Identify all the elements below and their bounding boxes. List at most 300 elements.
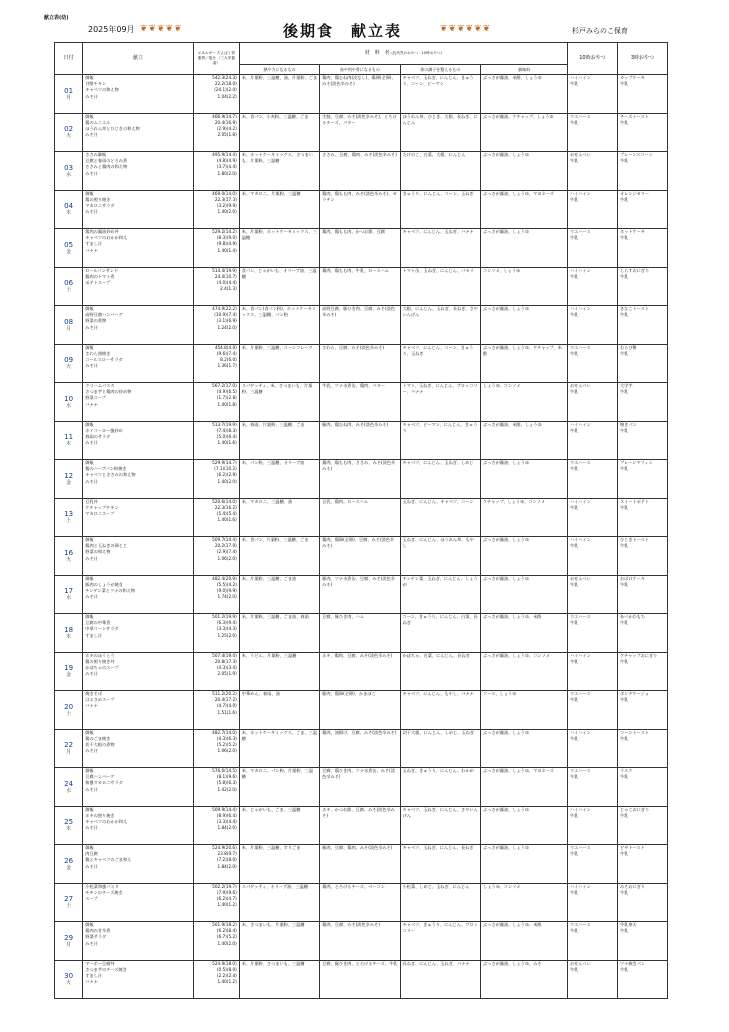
row-season: ぶっさが醤油、しょうゆ、ケチャップ、米酢 bbox=[481, 344, 568, 383]
row-menu bbox=[83, 768, 194, 807]
header-ingredients bbox=[239, 43, 567, 65]
header-snack3: 3時おやつ bbox=[617, 43, 667, 75]
cell-text: すまし汁 bbox=[85, 241, 103, 247]
cell-text: 春雨のサラダ bbox=[85, 433, 111, 439]
row-date bbox=[55, 575, 83, 614]
cell-text: わらび餅 bbox=[619, 344, 637, 350]
cell-text: みそ汁 bbox=[85, 825, 98, 831]
cell-text: みそ汁 bbox=[85, 209, 98, 215]
cell-text: 御飯 bbox=[85, 575, 94, 581]
cell-text: 514.4(19.9) bbox=[212, 267, 237, 273]
row-yellow: 豆腐、豚ひき肉、ハム bbox=[320, 614, 400, 653]
row-snack10 bbox=[567, 498, 617, 537]
cell-text: 牛乳 bbox=[619, 350, 629, 356]
row-season: ぶっさが醤油、しょうゆ、マヨネーズ bbox=[481, 190, 568, 229]
cell-text: (7.9)(9.6) bbox=[216, 889, 237, 895]
row-yellow: 鶏肉、鶏むね肉(皮なし)、鶏卵(全卵)、みそ(淡色辛みそ) bbox=[320, 75, 400, 114]
cell-text: 牛乳 bbox=[569, 158, 579, 164]
row-menu bbox=[83, 806, 194, 845]
cell-text: 牛乳 bbox=[619, 119, 629, 125]
cell-text: マカロニスープ bbox=[85, 510, 115, 516]
cell-text: 牛乳 bbox=[569, 389, 579, 395]
cell-text: 金 bbox=[66, 672, 72, 679]
cell-text: (6.2)(4.7) bbox=[216, 895, 237, 901]
row-date bbox=[55, 152, 83, 191]
cell-text: スイートポテト bbox=[619, 498, 650, 504]
cell-text: バナナ bbox=[85, 703, 98, 709]
cell-text: 金 bbox=[66, 864, 72, 871]
table-row bbox=[55, 614, 668, 653]
row-season: ぶっさが醤油、しょうゆ bbox=[481, 152, 568, 191]
cell-text: 25 bbox=[64, 818, 74, 827]
row-green: トマト、玉ねぎ、にんじん、ブロッコリー、バナナ bbox=[400, 383, 480, 422]
row-yellow: 豆腐、豚ひき肉、とろけるチーズ、牛乳 bbox=[320, 960, 400, 999]
row-yellow: 豚肉、鶏むね肉、みそ(淡色辛みそ) bbox=[320, 421, 400, 460]
row-nutrition bbox=[194, 614, 240, 653]
cell-text: はるさめスープ bbox=[85, 697, 115, 703]
cell-text: ハイハイン bbox=[569, 729, 591, 735]
cell-text: 豆腐の中華煮 bbox=[85, 620, 111, 626]
cell-text: さつま芋のチーズ焼き bbox=[85, 966, 127, 972]
cell-text: さわら照焼き bbox=[85, 350, 111, 356]
cell-text: バナナ bbox=[85, 401, 98, 407]
row-date bbox=[55, 113, 83, 152]
cell-text: (9.0)(9.9) bbox=[216, 587, 237, 593]
cell-text: (24.1)(2.0) bbox=[214, 87, 237, 93]
cell-text: ハイハイン bbox=[569, 883, 591, 889]
table-row bbox=[55, 537, 668, 576]
cell-text: 13 bbox=[64, 510, 74, 519]
cell-text: ハイハイン bbox=[569, 267, 591, 273]
cell-text: 542.3(24.3) bbox=[212, 75, 237, 80]
ingredients-label: 材 料 名 bbox=[364, 50, 390, 56]
row-green: ほうれん草、ひじき、大根、長ねぎ、にんじん bbox=[400, 113, 480, 152]
cell-text: ラスク bbox=[619, 768, 633, 773]
row-snack10 bbox=[567, 113, 617, 152]
cell-text: (6.2)(8.4) bbox=[216, 928, 237, 934]
cell-text: (1.7)(2.8) bbox=[216, 395, 237, 401]
cell-text: 牛乳 bbox=[619, 466, 629, 472]
cell-text: ウエハース bbox=[569, 922, 591, 927]
cell-text: 1.84(2.0) bbox=[217, 863, 237, 869]
row-green: 小松菜、しめじ、玉ねぎ、にんじん bbox=[400, 883, 480, 922]
cell-text: 御飯 bbox=[85, 537, 94, 542]
table-row bbox=[55, 152, 668, 191]
cell-text: ホキのほうとう bbox=[85, 652, 115, 658]
cell-text: 御飯 bbox=[85, 768, 94, 773]
row-red: 米、片栗粉、ホットケーキミックス、三温糖 bbox=[239, 229, 319, 268]
row-menu bbox=[83, 691, 194, 730]
row-nutrition bbox=[194, 883, 240, 922]
cell-text: 御飯 bbox=[85, 421, 94, 427]
row-snack3 bbox=[617, 652, 667, 691]
cell-text: 牛乳 bbox=[569, 312, 579, 318]
cell-text: 金 bbox=[66, 479, 72, 486]
cell-text: 22.3(17.3) bbox=[214, 196, 237, 202]
row-green: たけのこ、白菜、大根、にんじん bbox=[400, 152, 480, 191]
row-nutrition bbox=[194, 460, 240, 499]
row-snack3 bbox=[617, 806, 667, 845]
cell-text: (3.1)(6.9) bbox=[216, 318, 237, 324]
cell-text: (6.7)(5.2) bbox=[216, 934, 237, 940]
cell-text: 御飯 bbox=[85, 729, 94, 735]
row-date bbox=[55, 960, 83, 999]
cell-text: ハイハイン bbox=[569, 75, 591, 80]
cell-text: 牛乳 bbox=[619, 427, 629, 433]
cell-text: (5.2)(5.2) bbox=[216, 741, 237, 747]
cell-text: 1.40(2.0) bbox=[217, 209, 237, 215]
cell-text: おばけケーキ bbox=[619, 575, 646, 581]
row-red: 米、食パン、小麦粉、三温糖、ごま bbox=[239, 113, 319, 152]
cell-text: 513.7(19.9) bbox=[212, 421, 237, 427]
cell-text: ウエハース bbox=[569, 460, 591, 465]
table-row bbox=[55, 845, 668, 884]
table-row bbox=[55, 383, 668, 422]
cell-text: 御飯 bbox=[85, 344, 94, 350]
cell-text: 土 bbox=[66, 287, 72, 294]
row-season: ぶっさが醤油、しょうゆ bbox=[481, 537, 568, 576]
row-snack10 bbox=[567, 229, 617, 268]
row-yellow: ささみ、豆腐、鶏肉、みそ(淡色辛みそ) bbox=[320, 152, 400, 191]
cell-text: 大学芋 bbox=[619, 383, 633, 388]
cell-text: 22 bbox=[64, 741, 74, 750]
row-date bbox=[55, 652, 83, 691]
row-nutrition bbox=[194, 537, 240, 576]
cell-text: キャベツのおかか和え bbox=[85, 818, 128, 824]
row-snack10 bbox=[567, 383, 617, 422]
row-date bbox=[55, 267, 83, 306]
header-menu: 献立 bbox=[83, 43, 194, 75]
cell-text: (3.3)(4.3) bbox=[216, 626, 237, 632]
row-season: ぶっさが醤油、しょうゆ bbox=[481, 460, 568, 499]
cell-text: 月 bbox=[66, 941, 72, 948]
row-yellow: 豆腐、鶏ひき肉、ツナ水煮缶、みそ(淡色辛みそ) bbox=[320, 768, 400, 807]
row-snack10 bbox=[567, 344, 617, 383]
table-row bbox=[55, 460, 668, 499]
cell-text: (2.9)(4.2) bbox=[216, 125, 237, 131]
cell-text: 鶏の照り焼き丼 bbox=[85, 658, 115, 664]
cell-text: 1.40(1.2) bbox=[217, 902, 237, 908]
cell-text: 1.40(1.2) bbox=[217, 979, 237, 985]
cell-text: キャベツのおかか和え bbox=[85, 235, 128, 241]
cell-text: ポテトスープ bbox=[85, 279, 110, 285]
cell-text: 8.2(6.0) bbox=[220, 356, 237, 362]
cell-text: 御飯 bbox=[85, 806, 94, 812]
row-snack10 bbox=[567, 922, 617, 961]
row-snack10 bbox=[567, 190, 617, 229]
table-row bbox=[55, 575, 668, 614]
cell-text: バナナ bbox=[85, 247, 98, 253]
cell-text: (7.2)(8.0) bbox=[216, 857, 237, 863]
row-snack3 bbox=[617, 614, 667, 653]
row-menu bbox=[83, 498, 194, 537]
cell-text: 焼きパン bbox=[619, 421, 637, 427]
cell-text: 524.9(18.0) bbox=[212, 960, 237, 966]
row-green: きゅうり、にんじん、コーン、玉ねぎ bbox=[400, 190, 480, 229]
cell-text: 1.06(2.0) bbox=[217, 555, 237, 561]
header-energy: エネルギー たんぱく質 脂質／塩分 （三大栄養素） bbox=[194, 43, 240, 75]
cell-text: みそ汁 bbox=[85, 671, 98, 677]
cell-text: 牛乳 bbox=[569, 697, 579, 703]
row-red: 中華めん、春雨、油 bbox=[239, 691, 319, 730]
cell-text: じゃこおにぎり bbox=[619, 806, 650, 812]
cell-text: かぼちゃのスープ bbox=[85, 664, 119, 670]
cell-text: チキンのチーズ焼き bbox=[85, 889, 123, 895]
cell-text: 牛乳 bbox=[619, 273, 629, 279]
cell-text: 529.9(14.7) bbox=[212, 460, 237, 465]
cell-text: 10 bbox=[64, 394, 74, 403]
header-date: 日付 bbox=[55, 43, 83, 75]
cell-text: 20.4(17.2) bbox=[214, 697, 237, 703]
cell-text: (3.2)(9.9) bbox=[216, 202, 237, 208]
row-red: 米、片栗粉、三温糖、すりごま bbox=[239, 845, 319, 884]
cell-text: 鶏のごま焼き bbox=[85, 735, 111, 741]
cell-text: 小松菜和風パスタ bbox=[85, 883, 119, 889]
row-menu bbox=[83, 922, 194, 961]
cell-text: 月 bbox=[66, 94, 72, 101]
row-nutrition bbox=[194, 344, 240, 383]
row-date bbox=[55, 344, 83, 383]
cell-text: 牛乳 bbox=[569, 466, 579, 472]
row-yellow: 鶏肉、豆腐、みそ(淡色辛みそ) bbox=[320, 922, 400, 961]
cell-text: コールスローサラダ bbox=[85, 356, 123, 362]
cell-text: バナナ bbox=[85, 979, 98, 985]
cell-text: 529.2(14.2) bbox=[212, 229, 237, 234]
cell-text: 牛乳 bbox=[619, 966, 629, 972]
row-yellow: 豚肉、鶏卵(全卵)、かまぼこ bbox=[320, 691, 400, 730]
cell-text: 牛乳 bbox=[569, 273, 579, 279]
row-green: 玉ねぎ、にんじん、キャベツ、コーン bbox=[400, 498, 480, 537]
cell-text: 06 bbox=[64, 279, 74, 288]
row-green: キャベツ、玉ねぎ、にんじん、さやいんげん bbox=[400, 806, 480, 845]
table-row bbox=[55, 691, 668, 730]
row-green: キャベツ、にんじん、コーン、きゅうり、玉ねぎ bbox=[400, 344, 480, 383]
row-date bbox=[55, 922, 83, 961]
row-season: コンソメ、しょうゆ bbox=[481, 267, 568, 306]
school-name: 杉戸みらのこ保育 bbox=[572, 27, 628, 35]
cell-text: ハイハイン bbox=[569, 537, 591, 542]
cell-text: 火 bbox=[66, 364, 72, 371]
table-row bbox=[55, 883, 668, 922]
cell-text: 482.4(20.9) bbox=[212, 575, 237, 581]
cell-text: 牛乳 bbox=[569, 928, 579, 934]
cell-text: 576.0(14.5) bbox=[212, 768, 237, 773]
cell-text: 牛乳 bbox=[569, 735, 579, 741]
cell-text: ホキの照り焼き bbox=[85, 812, 115, 818]
cell-text: 野菜スープ bbox=[85, 395, 106, 401]
cell-text: 18 bbox=[64, 625, 74, 634]
row-menu bbox=[83, 729, 194, 768]
cell-text: 水 bbox=[66, 595, 72, 602]
cell-text: 木 bbox=[66, 441, 72, 448]
row-snack10 bbox=[567, 614, 617, 653]
cell-text: 495.9(14.4) bbox=[212, 152, 237, 157]
row-snack10 bbox=[567, 806, 617, 845]
cell-text: カップケーキ bbox=[619, 75, 645, 80]
row-season: ぶっさが醤油、しょうゆ bbox=[481, 806, 568, 845]
cell-text: 鶏肉の醤油炒め丼 bbox=[85, 229, 119, 234]
row-season: しょうゆ、コンソメ bbox=[481, 383, 568, 422]
row-season: ソース、しょうゆ bbox=[481, 691, 568, 730]
cell-text: 509.7(14.4) bbox=[212, 537, 237, 542]
row-green: キャベツ、にんじん、もやし、バナナ bbox=[400, 691, 480, 730]
cell-text: しらすおにぎり bbox=[619, 267, 650, 273]
row-yellow: 豚肉、豆腐、鶏肉、みそ(淡色辛みそ) bbox=[320, 845, 400, 884]
cell-text: (7.1)(10.2) bbox=[214, 466, 237, 472]
cell-text: 牛乳 bbox=[619, 812, 629, 818]
row-menu bbox=[83, 575, 194, 614]
cell-text: 鶏肉の甘辛煮 bbox=[85, 928, 111, 934]
row-snack10 bbox=[567, 537, 617, 576]
row-menu bbox=[83, 344, 194, 383]
page-header bbox=[0, 22, 729, 40]
cell-text: 04 bbox=[64, 202, 74, 211]
table-row bbox=[55, 306, 668, 345]
row-date bbox=[55, 421, 83, 460]
row-snack3 bbox=[617, 729, 667, 768]
cell-text: 454.8(4.0) bbox=[214, 344, 237, 350]
cell-text: みそ汁 bbox=[85, 555, 98, 561]
cell-text: 牛乳 bbox=[569, 350, 579, 356]
cell-text: (4.0)(4.4) bbox=[216, 279, 237, 285]
row-yellow: ホキ、かつお節、豆腐、みそ(淡色辛みそ) bbox=[320, 806, 400, 845]
menu-table bbox=[54, 42, 668, 999]
header-green: 体の調子を整えるもの bbox=[400, 65, 480, 75]
cell-text: みそ汁 bbox=[85, 93, 98, 99]
cell-text: 牛乳 bbox=[569, 812, 579, 818]
cell-text: 30 bbox=[64, 972, 74, 981]
cell-text: 牛乳 bbox=[619, 774, 629, 780]
row-red: 米、うどん、片栗粉、三温糖 bbox=[239, 652, 319, 691]
row-yellow: ホキ、鶏肉、豆腐、みそ(淡色辛みそ) bbox=[320, 652, 400, 691]
cell-text: 牛乳 bbox=[619, 928, 629, 934]
cell-text: 牛乳 bbox=[569, 427, 579, 433]
cell-text: 22.3(16.2) bbox=[214, 504, 237, 510]
cell-text: 1.84(2.0) bbox=[217, 825, 237, 831]
table-row bbox=[55, 652, 668, 691]
row-green: キャベツ、きゅうり、にんじん、ブロッコリー bbox=[400, 922, 480, 961]
row-nutrition bbox=[194, 152, 240, 191]
cell-text: 11 bbox=[64, 433, 74, 442]
row-green: キャベツ、にんじん、玉ねぎ、バナナ bbox=[400, 229, 480, 268]
cell-text: 26 bbox=[64, 856, 74, 865]
row-snack3 bbox=[617, 460, 667, 499]
row-nutrition bbox=[194, 575, 240, 614]
row-snack10 bbox=[567, 883, 617, 922]
cell-text: 御飯 bbox=[85, 306, 94, 311]
row-nutrition bbox=[194, 306, 240, 345]
cell-text: 牛乳 bbox=[569, 119, 579, 125]
row-nutrition bbox=[194, 383, 240, 422]
cell-text: 豚肉のしょうが焼き bbox=[85, 581, 123, 587]
cell-text: 牛乳 bbox=[569, 889, 579, 895]
cell-text: おせんべい bbox=[569, 960, 591, 966]
row-season: ぶっさが醤油、米酢、しょうゆ bbox=[481, 421, 568, 460]
table-row bbox=[55, 113, 668, 152]
month-label: 2025年09月 bbox=[88, 25, 135, 34]
row-snack3 bbox=[617, 229, 667, 268]
cell-text: 牛乳 bbox=[619, 81, 629, 87]
row-red: 米、片栗粉、さつまいも、三温糖 bbox=[239, 960, 319, 999]
cell-text: 02 bbox=[64, 125, 74, 134]
row-menu bbox=[83, 306, 194, 345]
row-menu bbox=[83, 75, 194, 114]
header-yellow: 血や肉や骨になるもの bbox=[320, 65, 400, 75]
row-nutrition bbox=[194, 922, 240, 961]
table-row bbox=[55, 768, 668, 807]
cell-text: 469.0(14.0) bbox=[212, 190, 237, 196]
row-green: かぼちゃ、白菜、にんじん、長ねぎ bbox=[400, 652, 480, 691]
row-season: ぶっさが醤油、しょうゆ、米酢 bbox=[481, 922, 568, 961]
row-snack10 bbox=[567, 75, 617, 114]
cell-text: 牛乳 bbox=[619, 504, 629, 510]
table-row bbox=[55, 75, 668, 114]
row-date bbox=[55, 537, 83, 576]
table-row bbox=[55, 229, 668, 268]
row-snack3 bbox=[617, 75, 667, 114]
cell-text: 1.40(1.4) bbox=[217, 247, 237, 253]
header-red: 熱や力になるもの bbox=[239, 65, 319, 75]
cell-text: 12 bbox=[64, 471, 74, 480]
table-row bbox=[55, 806, 668, 845]
row-red: 米、ホットケーキミックス、さつまいも、片栗粉、三温糖 bbox=[239, 152, 319, 191]
cell-text: (0.5)(8.0) bbox=[216, 966, 237, 972]
row-snack10 bbox=[567, 421, 617, 460]
row-red: 米、片栗粉、三温糖、ごま油、春雨 bbox=[239, 614, 319, 653]
row-nutrition bbox=[194, 498, 240, 537]
row-snack3 bbox=[617, 498, 667, 537]
cell-text: 豆腐と春雨のとろみ煮 bbox=[85, 158, 128, 164]
row-season: ぶっさが醤油、しょうゆ bbox=[481, 845, 568, 884]
row-snack3 bbox=[617, 575, 667, 614]
cell-text: 20.2(17.0) bbox=[214, 543, 237, 549]
cell-text: ロールパンサンド bbox=[85, 267, 119, 273]
row-season: ぶっさが醤油、しょうゆ bbox=[481, 229, 568, 268]
cell-text: 2.05(1.8) bbox=[217, 132, 237, 138]
cell-text: ウエハース bbox=[569, 113, 591, 119]
row-green: 切干大根、にんじん、しめじ、玉ねぎ bbox=[400, 729, 480, 768]
cell-text: (5.4)(5.4) bbox=[216, 510, 237, 516]
cell-text: おせんべい bbox=[569, 152, 591, 157]
row-snack3 bbox=[617, 306, 667, 345]
row-snack10 bbox=[567, 960, 617, 999]
row-red: スパゲッティ、オリーブ油、三温糖 bbox=[239, 883, 319, 922]
cell-text: (10.9)(7.4) bbox=[214, 312, 237, 318]
cell-text: (6.3)(9.4) bbox=[216, 620, 237, 626]
cell-text: 鶏の照り焼き bbox=[85, 196, 111, 202]
cell-text: みそ汁 bbox=[85, 594, 98, 600]
row-red: 米、片栗粉、三温糖、ごま油 bbox=[239, 575, 319, 614]
row-date bbox=[55, 498, 83, 537]
cell-text: 金 bbox=[66, 248, 72, 255]
cell-text: 24.4(10.7) bbox=[214, 273, 237, 279]
row-date bbox=[55, 190, 83, 229]
row-red: 米、ホットケーキミックス、ごま、三温糖 bbox=[239, 729, 319, 768]
cell-text: おせんべい bbox=[569, 575, 591, 581]
cell-text: 甘酢チキン bbox=[85, 81, 107, 87]
row-red: 食パン、じゃがいも、オリーブ油、三温糖 bbox=[239, 267, 319, 306]
cell-text: 27 bbox=[64, 895, 74, 904]
row-snack3 bbox=[617, 267, 667, 306]
leaf-icon: ❦❦❦❦❦❦ bbox=[440, 24, 492, 34]
cell-text: みそ汁 bbox=[85, 863, 98, 869]
row-menu bbox=[83, 113, 194, 152]
row-snack3 bbox=[617, 883, 667, 922]
cell-text: 御飯 bbox=[85, 460, 94, 465]
cell-text: みそ汁 bbox=[85, 440, 98, 446]
cell-text: 08 bbox=[64, 317, 74, 326]
row-nutrition bbox=[194, 267, 240, 306]
